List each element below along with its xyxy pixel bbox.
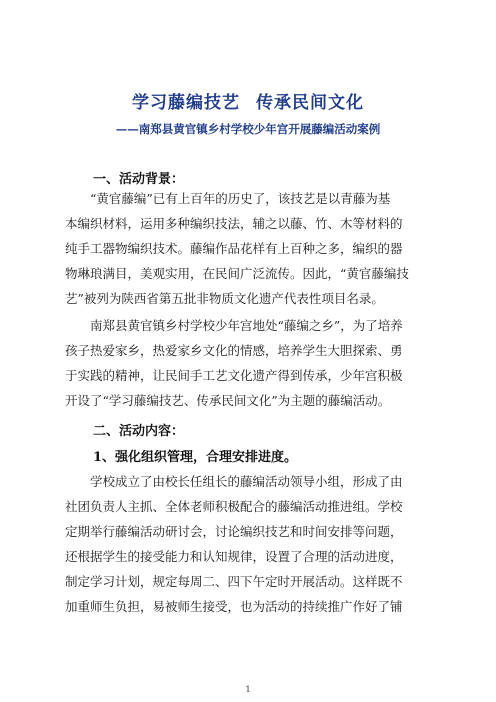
paragraph-line: 物琳琅满目，美观实用，在民间广泛流传。因此，“黄官藤编技	[65, 266, 409, 281]
paragraph-line: 制定学习计划，规定每周二、四下午定时开展活动。这样既不	[65, 574, 403, 589]
paragraph-line: 定期举行藤编活动研讨会，讨论编织技艺和时间安排等问题，	[65, 524, 403, 539]
paragraph-line: 开设了“学习藤编技艺、传承民间文化”为主题的藤编活动。	[65, 393, 391, 408]
subsection-heading: 1、强化组织管理，合理安排进度。	[93, 450, 298, 465]
document-subtitle: ——南郑县黄官镇乡村学校少年宫开展藤编活动案例	[115, 122, 381, 136]
section-heading-content: 二、活动内容：	[93, 424, 185, 439]
paragraph-line: 孩子热爱家乡，热爱家乡文化的情感，培养学生大胆探索、勇	[65, 343, 403, 358]
page-number: 1	[245, 685, 251, 694]
section-heading-background: 一、活动背景：	[93, 172, 185, 187]
paragraph-line: 纯手工器物编织技术。藤编作品花样有上百种之多，编织的器	[65, 241, 403, 256]
paragraph-line: 学校成立了由校长任组长的藤编活动领导小组，形成了由	[90, 474, 403, 489]
paragraph-line: “黄官藤编”已有上百年的历史了，该技艺是以青藤为基	[90, 191, 391, 206]
paragraph-line: 本编织材料，运用多种编织技法，辅之以藤、竹、木等材料的	[65, 216, 403, 231]
paragraph-line: 社团负责人主抓、全体老师积极配合的藤编活动推进组。学校	[65, 499, 403, 514]
title-part-1: 学习藤编技艺	[132, 93, 240, 113]
paragraph-line: 加重师生负担，易被师生接受，也为活动的持续推广作好了铺	[65, 599, 403, 614]
paragraph-line: 于实践的精神，让民间手工艺文化遗产得到传承，少年宫积极	[65, 368, 403, 383]
paragraph-line: 南郑县黄官镇乡村学校少年宫地处“藤编之乡”，为了培养	[90, 318, 403, 333]
paragraph-line: 艺”被列为陕西省第五批非物质文化遗产代表性项目名录。	[65, 291, 384, 306]
document-title	[0, 88, 496, 113]
title-part-2: 传承民间文化	[256, 93, 364, 113]
paragraph-line: 还根据学生的接受能力和认知规律，设置了合理的活动进度，	[65, 549, 403, 564]
